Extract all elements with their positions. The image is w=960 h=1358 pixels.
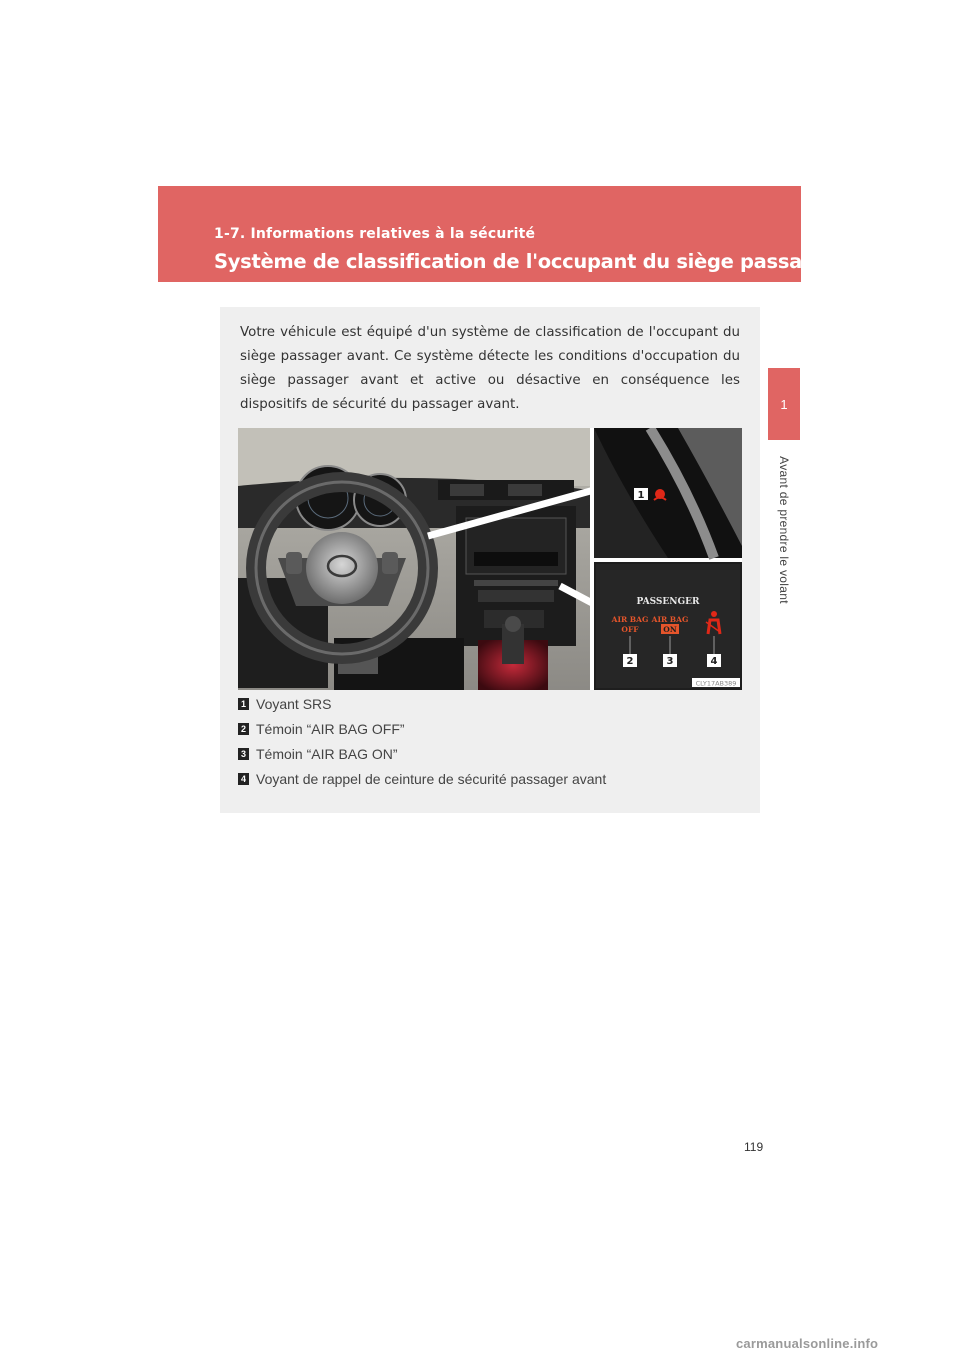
callout-2: 2 [626, 656, 634, 667]
legend-number: 2 [238, 723, 249, 735]
legend-text: Voyant de rappel de ceinture de sécurité passager avant [256, 770, 607, 787]
airbag-off-label-1: AIR BAG [611, 615, 649, 624]
legend-number: 1 [238, 698, 249, 710]
airbag-on-label-2: ON [663, 625, 677, 634]
dashboard-illustration [238, 428, 742, 690]
image-code: CLY17AB389 [695, 679, 737, 688]
chapter-tab[interactable] [768, 368, 800, 440]
intro-paragraph: Votre véhicule est équipé d'un système de classification de l'occupant du siège passager avant. Ce système détecte les conditions d'occupation du siège passager avant et active ou désactive en conséquence les dispositifs de sécurité du passager avant. [240, 325, 740, 412]
page-title: Système de classification de l'occupant du siège passager avant [214, 250, 906, 273]
passenger-panel-inset [594, 562, 742, 690]
legend-text: Témoin “AIR BAG OFF” [256, 720, 405, 737]
legend-text: Témoin “AIR BAG ON” [256, 745, 398, 762]
callout-1: 1 [637, 490, 645, 501]
legend-text: Voyant SRS [256, 695, 332, 712]
list-item [238, 716, 742, 741]
callout-4: 4 [710, 656, 718, 667]
chapter-number: 1 [780, 396, 788, 412]
section-header [158, 186, 906, 282]
airbag-on-label-1: AIR BAG [651, 615, 689, 624]
dashboard-photo [238, 428, 590, 690]
legend-number: 3 [238, 748, 249, 760]
chapter-label: Avant de prendre le volant [777, 456, 791, 604]
list-item [238, 766, 742, 791]
list-item [238, 691, 742, 716]
legend-number: 4 [238, 773, 249, 785]
cluster-inset [594, 428, 742, 558]
content-box [220, 307, 760, 813]
legend-list [238, 691, 742, 791]
section-label: 1-7. Informations relatives à la sécurité [214, 226, 536, 242]
watermark-link[interactable]: carmanualsonline.info [736, 1336, 879, 1351]
dashboard-figure [238, 428, 742, 690]
callout-3: 3 [666, 656, 674, 667]
list-item [238, 741, 742, 766]
passenger-label: PASSENGER [636, 597, 700, 607]
page-number: 119 [744, 1140, 764, 1154]
airbag-off-label-2: OFF [621, 625, 639, 634]
